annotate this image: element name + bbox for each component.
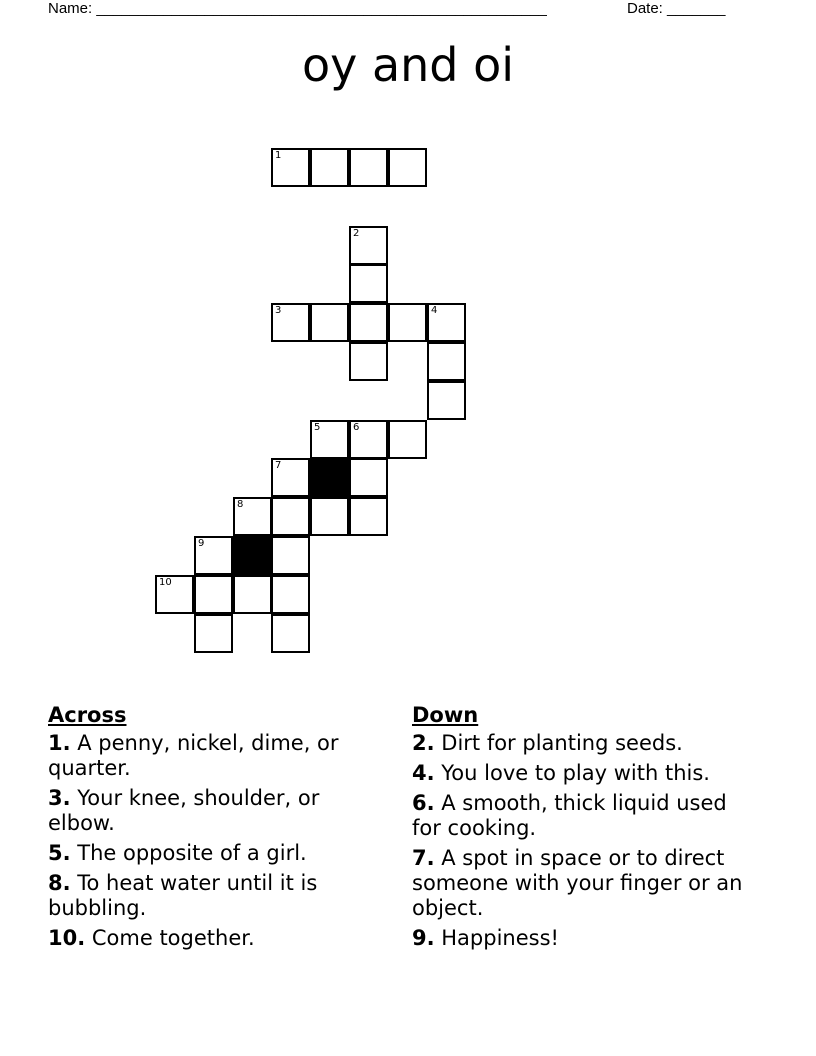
- clue-text: To heat water until it is bubbling.: [48, 871, 318, 920]
- clue-num: 8.: [48, 871, 71, 895]
- grid-cell[interactable]: [349, 497, 388, 536]
- grid-cell[interactable]: [349, 148, 388, 187]
- grid-cell[interactable]: [349, 342, 388, 381]
- date-field[interactable]: Date: _______: [627, 0, 726, 17]
- clue-text: Happiness!: [434, 926, 559, 950]
- across-clue: [48, 926, 388, 951]
- grid-cell[interactable]: [349, 420, 388, 459]
- grid-cell[interactable]: [271, 497, 310, 536]
- grid-cell[interactable]: [194, 575, 233, 614]
- clue-num: 9.: [412, 926, 435, 950]
- clue-num: 5.: [48, 841, 71, 865]
- grid-cell[interactable]: [388, 303, 427, 342]
- down-clue: [412, 761, 752, 786]
- clue-num: 4.: [412, 761, 435, 785]
- grid-cell[interactable]: [155, 575, 194, 614]
- grid-cell[interactable]: [310, 148, 349, 187]
- grid-block-cell: [310, 458, 349, 497]
- grid-cell[interactable]: [349, 458, 388, 497]
- clue-number: 2: [353, 228, 360, 239]
- clue-number: 4: [431, 305, 438, 316]
- down-clue: [412, 926, 752, 951]
- clue-number: 3: [275, 305, 282, 316]
- grid-cell[interactable]: [233, 575, 272, 614]
- clue-text: Dirt for planting seeds.: [434, 731, 683, 755]
- grid-cell[interactable]: [271, 458, 310, 497]
- clue-text: A penny, nickel, dime, or quarter.: [48, 731, 339, 780]
- grid-cell[interactable]: [233, 497, 272, 536]
- clue-num: 6.: [412, 791, 435, 815]
- grid-cell[interactable]: [271, 148, 310, 187]
- down-clue: [412, 846, 752, 921]
- clue-number: 1: [275, 150, 282, 161]
- grid-cell[interactable]: [349, 303, 388, 342]
- down-clue: [412, 731, 752, 756]
- clue-text: A spot in space or to direct someone with your finger or an object.: [412, 846, 743, 920]
- grid-block-cell: [233, 536, 272, 575]
- clue-text: A smooth, thick liquid used for cooking.: [412, 791, 727, 840]
- across-clue-list: [48, 731, 388, 951]
- clue-number: 9: [198, 538, 205, 549]
- grid-cell[interactable]: [427, 342, 466, 381]
- grid-cell[interactable]: [271, 575, 310, 614]
- across-clue: [48, 871, 388, 921]
- across-clue: [48, 731, 388, 781]
- grid-cell[interactable]: [310, 420, 349, 459]
- clue-text: Come together.: [85, 926, 255, 950]
- across-clues: [48, 703, 388, 956]
- clue-num: 2.: [412, 731, 435, 755]
- clue-text: You love to play with this.: [434, 761, 710, 785]
- grid-cell[interactable]: [388, 148, 427, 187]
- grid-cell[interactable]: [427, 303, 466, 342]
- clue-text: Your knee, shoulder, or elbow.: [48, 786, 320, 835]
- grid-cell[interactable]: [271, 303, 310, 342]
- grid-cell[interactable]: [310, 303, 349, 342]
- grid-cell[interactable]: [349, 226, 388, 265]
- across-heading: Across: [48, 703, 127, 727]
- grid-cell[interactable]: [388, 420, 427, 459]
- clue-number: 5: [314, 422, 321, 433]
- clue-number: 6: [353, 422, 360, 433]
- clue-num: 3.: [48, 786, 71, 810]
- down-clue: [412, 791, 752, 841]
- grid-cell[interactable]: [194, 536, 233, 575]
- across-clue: [48, 841, 388, 866]
- clue-text: The opposite of a girl.: [70, 841, 307, 865]
- down-clues: [412, 703, 752, 956]
- across-clue: [48, 786, 388, 836]
- down-heading: Down: [412, 703, 479, 727]
- clue-num: 1.: [48, 731, 71, 755]
- name-field[interactable]: Name: ______________________________________________________: [48, 0, 547, 17]
- clue-number: 7: [275, 460, 282, 471]
- clue-number: 8: [237, 499, 244, 510]
- clue-number: 10: [159, 577, 172, 588]
- clue-num: 7.: [412, 846, 435, 870]
- grid-cell[interactable]: [427, 381, 466, 420]
- clue-num: 10.: [48, 926, 86, 950]
- down-clue-list: [412, 731, 752, 951]
- grid-cell[interactable]: [271, 614, 310, 653]
- page-title: oy and oi: [301, 38, 515, 92]
- grid-cell[interactable]: [194, 614, 233, 653]
- grid-cell[interactable]: [349, 264, 388, 303]
- grid-cell[interactable]: [271, 536, 310, 575]
- grid-cell[interactable]: [310, 497, 349, 536]
